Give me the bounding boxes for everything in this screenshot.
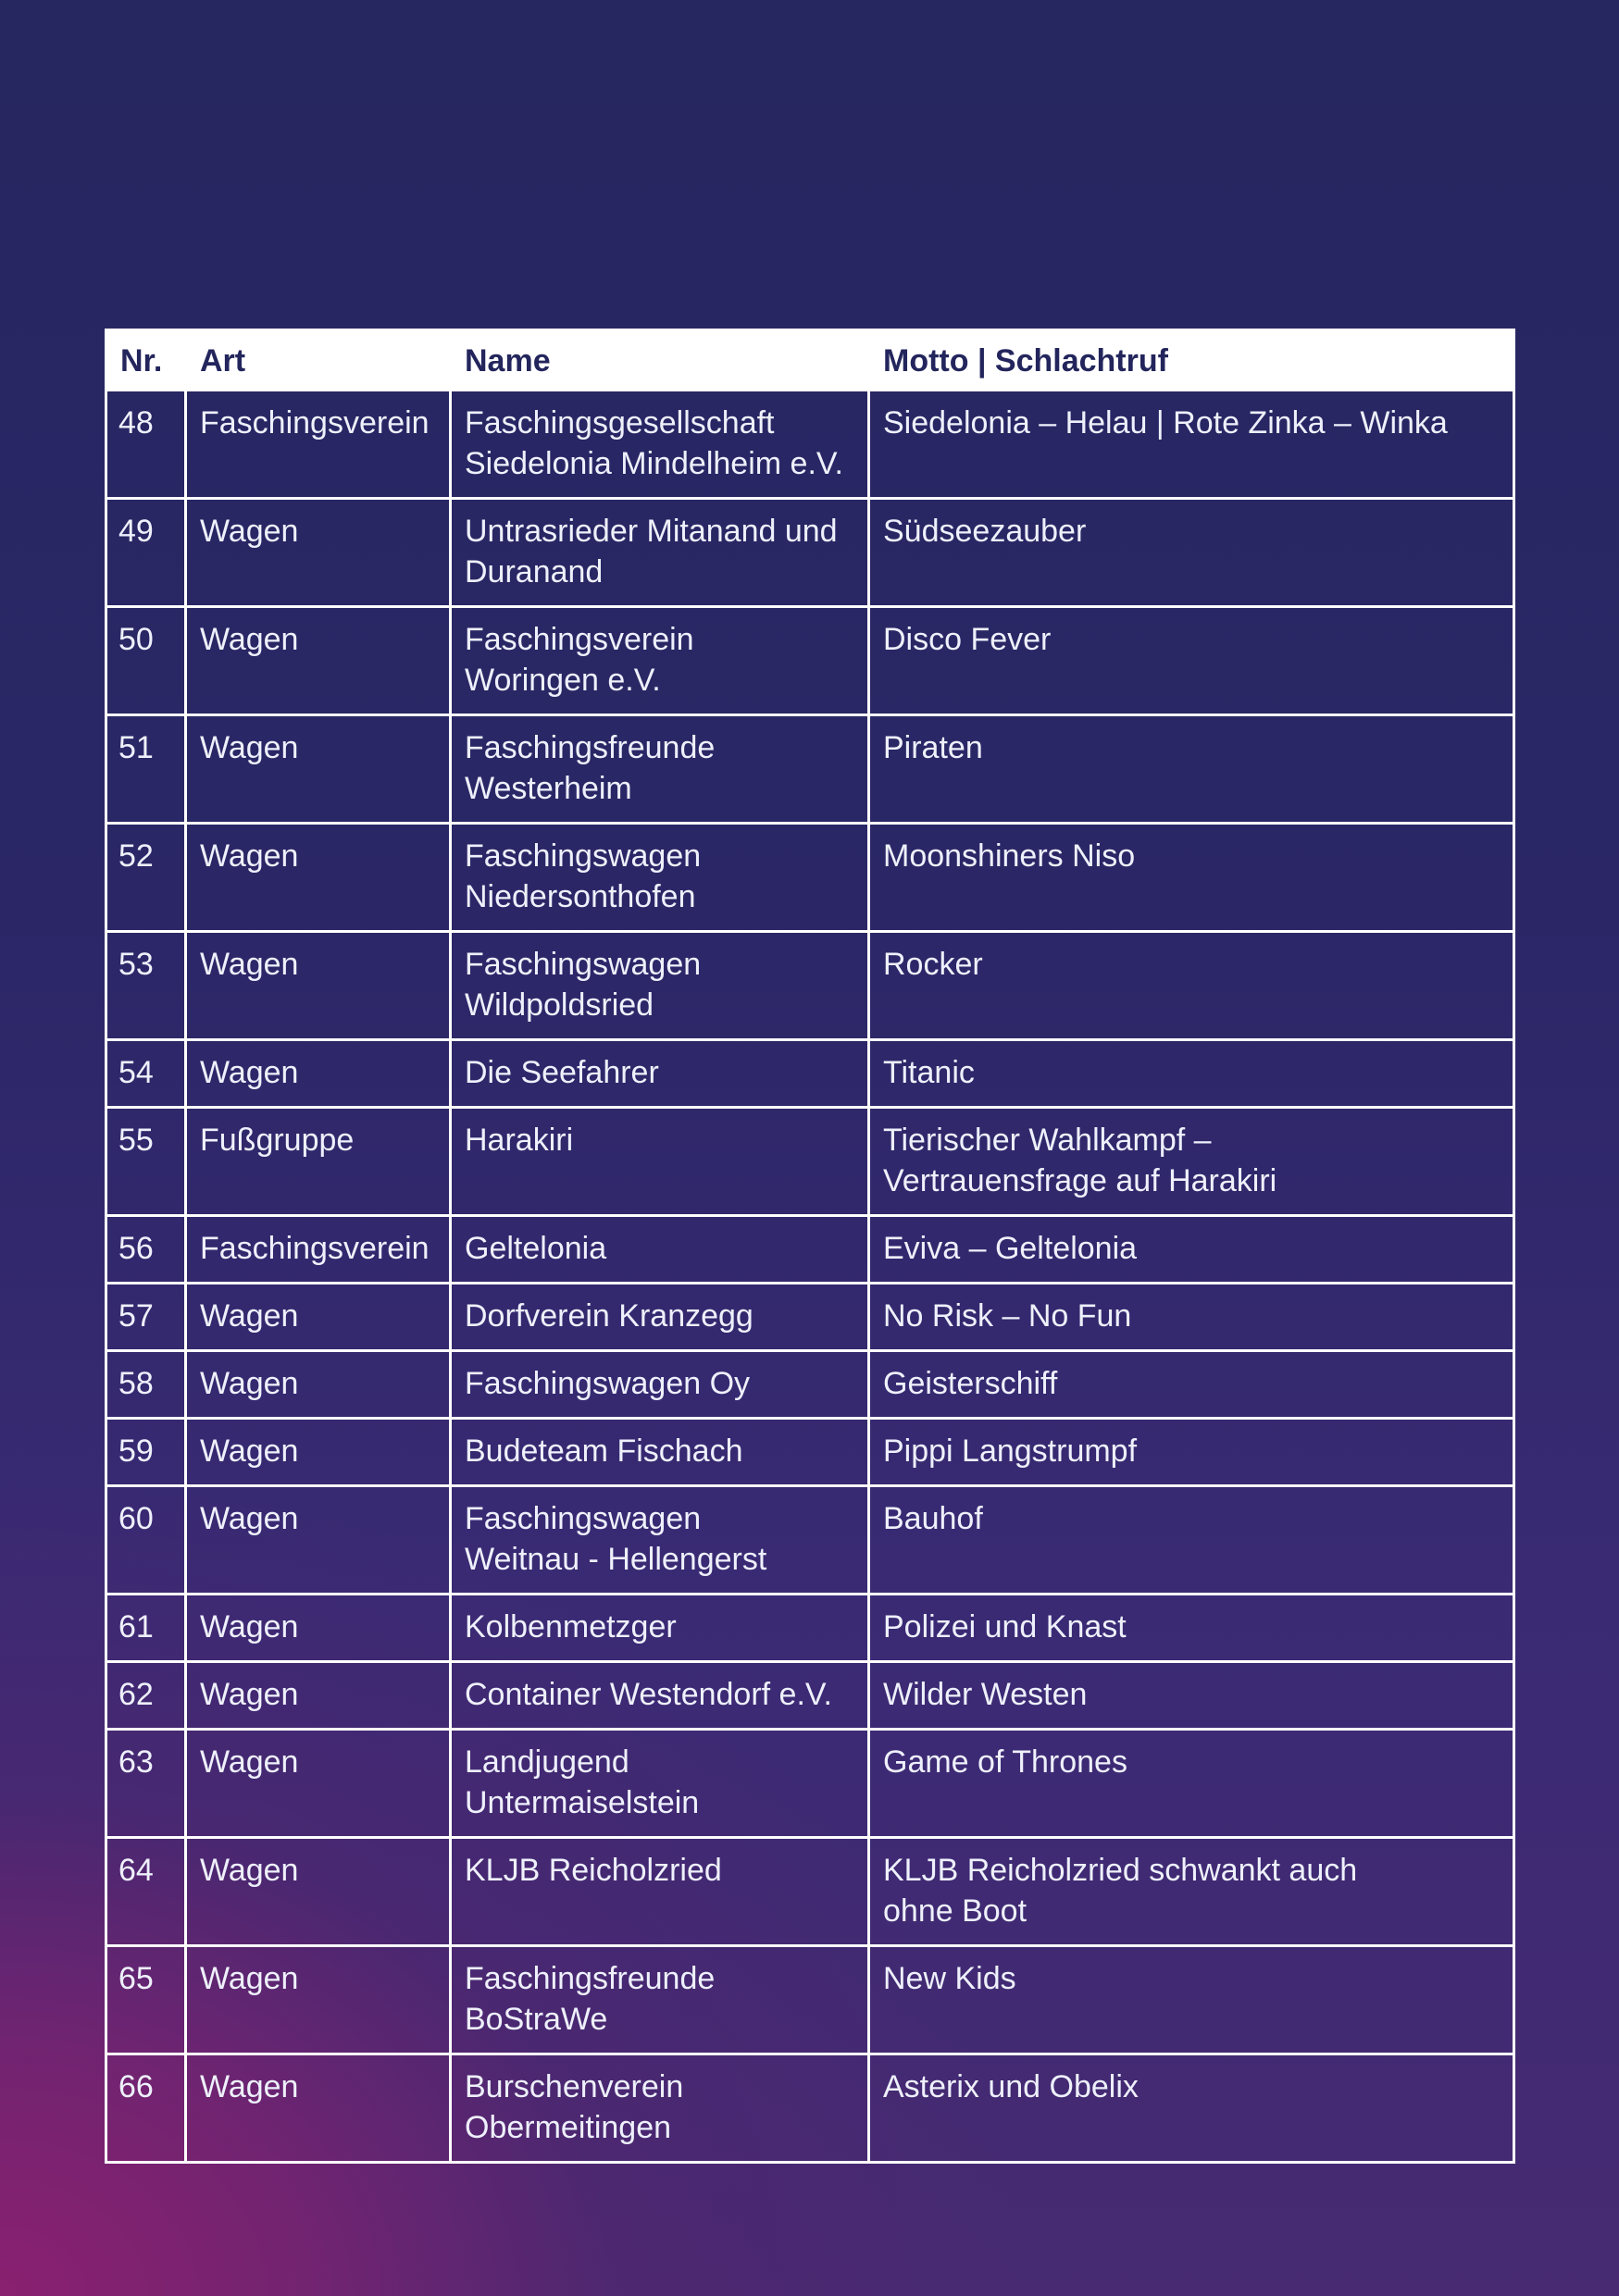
table-row <box>106 932 1514 1040</box>
table-row <box>106 1284 1514 1351</box>
cell-name: Harakiri <box>451 1108 869 1216</box>
cell-name: Faschingsfreunde Westerheim <box>451 715 869 824</box>
cell-art: Wagen <box>186 1838 451 1946</box>
cell-nr: 60 <box>106 1486 186 1595</box>
cell-name: Dorfverein Kranzegg <box>451 1284 869 1351</box>
cell-nr: 52 <box>106 824 186 932</box>
cell-nr: 58 <box>106 1351 186 1419</box>
cell-motto: Geisterschiff <box>869 1351 1514 1419</box>
table-row <box>106 1486 1514 1595</box>
table-row <box>106 1419 1514 1486</box>
cell-nr: 50 <box>106 607 186 715</box>
cell-motto: Wilder Westen <box>869 1662 1514 1730</box>
cell-art: Wagen <box>186 1595 451 1662</box>
cell-motto: Pippi Langstrumpf <box>869 1419 1514 1486</box>
cell-name: Kolbenmetzger <box>451 1595 869 1662</box>
cell-motto: Game of Thrones <box>869 1730 1514 1838</box>
table-row <box>106 499 1514 607</box>
cell-motto: New Kids <box>869 1946 1514 2054</box>
cell-motto: Siedelonia – Helau | Rote Zinka – Winka <box>869 391 1514 499</box>
table-row <box>106 1838 1514 1946</box>
cell-art: Wagen <box>186 2054 451 2163</box>
cell-name: Die Seefahrer <box>451 1040 869 1108</box>
cell-nr: 53 <box>106 932 186 1040</box>
table-header-row <box>106 330 1514 391</box>
cell-art: Wagen <box>186 607 451 715</box>
cell-motto: Südseezauber <box>869 499 1514 607</box>
cell-art: Wagen <box>186 1419 451 1486</box>
cell-name: KLJB Reicholzried <box>451 1838 869 1946</box>
cell-nr: 57 <box>106 1284 186 1351</box>
cell-art: Wagen <box>186 1946 451 2054</box>
cell-nr: 64 <box>106 1838 186 1946</box>
table-row <box>106 1216 1514 1284</box>
table-row <box>106 391 1514 499</box>
cell-art: Wagen <box>186 1730 451 1838</box>
table-row <box>106 1108 1514 1216</box>
cell-nr: 54 <box>106 1040 186 1108</box>
cell-nr: 55 <box>106 1108 186 1216</box>
parade-participants-table <box>105 329 1515 2164</box>
cell-nr: 65 <box>106 1946 186 2054</box>
table-body <box>106 391 1514 2163</box>
cell-name: Faschingsgesellschaft Siedelonia Mindelheim e.V. <box>451 391 869 499</box>
cell-art: Wagen <box>186 1662 451 1730</box>
cell-nr: 62 <box>106 1662 186 1730</box>
cell-motto: No Risk – No Fun <box>869 1284 1514 1351</box>
cell-art: Wagen <box>186 499 451 607</box>
table-row <box>106 715 1514 824</box>
cell-art: Faschingsverein <box>186 391 451 499</box>
cell-art: Wagen <box>186 932 451 1040</box>
header-name: Name <box>451 330 869 391</box>
table-row <box>106 1662 1514 1730</box>
cell-motto: Disco Fever <box>869 607 1514 715</box>
parade-table-container <box>105 329 1513 2164</box>
cell-name: Faschingswagen Oy <box>451 1351 869 1419</box>
cell-name: Burschenverein Obermeitingen <box>451 2054 869 2163</box>
table-row <box>106 2054 1514 2163</box>
cell-motto: Piraten <box>869 715 1514 824</box>
table-row <box>106 1946 1514 2054</box>
cell-name: Faschingswagen Wildpoldsried <box>451 932 869 1040</box>
table-row <box>106 824 1514 932</box>
cell-motto: Asterix und Obelix <box>869 2054 1514 2163</box>
table-row <box>106 1595 1514 1662</box>
cell-name: Landjugend Untermaiselstein <box>451 1730 869 1838</box>
cell-motto: Eviva – Geltelonia <box>869 1216 1514 1284</box>
cell-art: Wagen <box>186 715 451 824</box>
cell-motto: Titanic <box>869 1040 1514 1108</box>
cell-name: Faschingsfreunde BoStraWe <box>451 1946 869 2054</box>
cell-art: Wagen <box>186 1284 451 1351</box>
cell-name: Budeteam Fischach <box>451 1419 869 1486</box>
cell-name: Faschingswagen Niedersonthofen <box>451 824 869 932</box>
cell-nr: 49 <box>106 499 186 607</box>
cell-motto: Tierischer Wahlkampf – Vertrauensfrage auf Harakiri <box>869 1108 1514 1216</box>
cell-motto: Moonshiners Niso <box>869 824 1514 932</box>
cell-motto: Rocker <box>869 932 1514 1040</box>
cell-nr: 51 <box>106 715 186 824</box>
table-row <box>106 607 1514 715</box>
table-row <box>106 1730 1514 1838</box>
cell-art: Fußgruppe <box>186 1108 451 1216</box>
table-row <box>106 1040 1514 1108</box>
cell-name: Faschingswagen Weitnau - Hellengerst <box>451 1486 869 1595</box>
header-motto: Motto | Schlachtruf <box>869 330 1514 391</box>
cell-nr: 48 <box>106 391 186 499</box>
cell-art: Wagen <box>186 1040 451 1108</box>
cell-motto: KLJB Reicholzried schwankt auch ohne Boot <box>869 1838 1514 1946</box>
cell-name: Geltelonia <box>451 1216 869 1284</box>
cell-art: Wagen <box>186 1351 451 1419</box>
cell-nr: 63 <box>106 1730 186 1838</box>
cell-nr: 59 <box>106 1419 186 1486</box>
cell-nr: 61 <box>106 1595 186 1662</box>
cell-art: Wagen <box>186 1486 451 1595</box>
cell-motto: Bauhof <box>869 1486 1514 1595</box>
cell-nr: 56 <box>106 1216 186 1284</box>
cell-name: Container Westendorf e.V. <box>451 1662 869 1730</box>
cell-name: Faschingsverein Woringen e.V. <box>451 607 869 715</box>
cell-name: Untrasrieder Mitanand und Duranand <box>451 499 869 607</box>
cell-art: Faschingsverein <box>186 1216 451 1284</box>
header-art: Art <box>186 330 451 391</box>
header-nr: Nr. <box>106 330 186 391</box>
cell-nr: 66 <box>106 2054 186 2163</box>
cell-motto: Polizei und Knast <box>869 1595 1514 1662</box>
cell-art: Wagen <box>186 824 451 932</box>
table-row <box>106 1351 1514 1419</box>
